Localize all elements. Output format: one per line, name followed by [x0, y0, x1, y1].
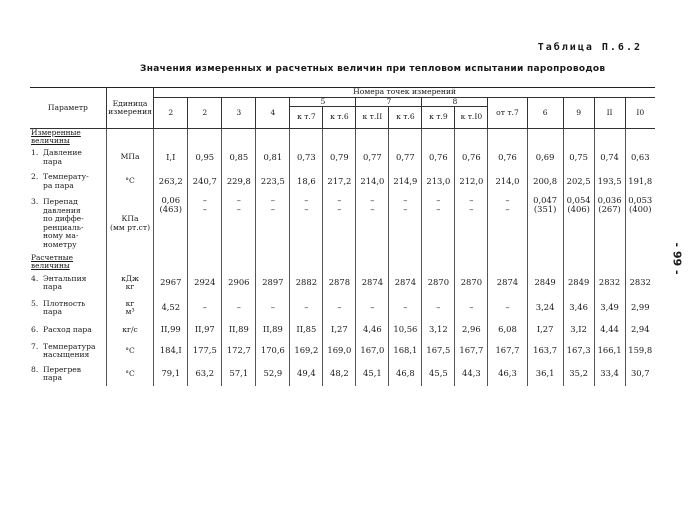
value-cell: 172,7	[222, 340, 256, 362]
value-cell: 167,3	[563, 340, 594, 362]
row-number: 7.	[31, 341, 39, 351]
value-line: –	[469, 194, 474, 205]
text-line: КПа	[121, 214, 139, 224]
empty-cell	[563, 254, 594, 271]
table-row	[30, 340, 655, 362]
text-line: МПа	[120, 152, 140, 162]
value-cell: 46,3	[488, 362, 527, 386]
table-row	[30, 320, 655, 340]
value-cell: 3,24	[527, 296, 563, 320]
text-line: (мм рт.ст)	[109, 222, 151, 232]
empty-cell	[594, 254, 625, 271]
table-row	[30, 170, 655, 194]
table-caption: Таблица П.6.2	[537, 42, 642, 53]
value-cell: 169,2	[290, 340, 323, 362]
empty-cell	[188, 129, 222, 146]
row-name	[43, 300, 85, 317]
text-line: пара	[43, 373, 62, 383]
value-line: 0,047	[533, 194, 558, 205]
row-parameter-name	[30, 320, 106, 340]
value-cell: 167,0	[356, 340, 389, 362]
value-line: (400)	[629, 203, 652, 214]
value-cell: 45,5	[422, 362, 455, 386]
header-sub-kt7: к т.7	[290, 107, 323, 129]
value-cell: I,I	[154, 146, 188, 170]
empty-cell	[422, 129, 455, 146]
value-cell: 79,1	[154, 362, 188, 386]
value-cell: 223,5	[256, 170, 290, 194]
header-sub-kt6b: к т.6	[389, 107, 422, 129]
value-cell: 2,96	[455, 320, 488, 340]
value-cell: 167,7	[488, 340, 527, 362]
table-row	[30, 296, 655, 320]
section-label: Измеренные величины	[30, 129, 106, 146]
value-cell: 6,08	[488, 320, 527, 340]
value-cell: 2906	[222, 270, 256, 296]
row-parameter-name	[30, 340, 106, 362]
value-line: (351)	[533, 203, 557, 214]
value-cell	[154, 194, 188, 254]
row-number: 6.	[31, 324, 39, 334]
text-line: Перепад	[43, 197, 78, 207]
value-line: 0,06	[161, 194, 181, 205]
value-cell: 0,76	[422, 146, 455, 170]
text-line: °С	[125, 368, 135, 378]
header-col-11: II	[594, 97, 625, 129]
value-cell: 214,0	[488, 170, 527, 194]
text-line: м³	[125, 307, 135, 317]
value-line: –	[436, 203, 441, 214]
value-cell: 0,77	[389, 146, 422, 170]
value-cell: –	[488, 296, 527, 320]
empty-cell	[625, 254, 655, 271]
text-line: Расход пара	[43, 324, 92, 334]
value-line: –	[370, 194, 375, 205]
value-cell: 159,8	[628, 345, 653, 356]
value-cell: 212,0	[455, 170, 488, 194]
value-cell: 2,94	[630, 324, 650, 335]
row-unit	[106, 320, 153, 340]
value-cell	[527, 194, 563, 254]
value-cell: II,89	[222, 320, 256, 340]
value-line: –	[236, 203, 241, 214]
header-col-3: 3	[222, 97, 256, 129]
row-name	[43, 173, 89, 190]
empty-cell	[527, 254, 563, 271]
value-cell: 2897	[256, 270, 290, 296]
value-cell: 0,77	[356, 146, 389, 170]
value-cell: 3,12	[422, 320, 455, 340]
empty-cell	[455, 129, 488, 146]
value-cell: 4,52	[154, 296, 188, 320]
value-cell: 240,7	[188, 170, 222, 194]
value-cell: –	[256, 296, 290, 320]
value-cell: 0,73	[290, 146, 323, 170]
value-line: 0,036	[597, 194, 622, 205]
value-cell: 177,5	[188, 340, 222, 362]
text-line: кг/с	[122, 324, 138, 334]
empty-cell	[256, 254, 290, 271]
header-col-2b: 2	[188, 97, 222, 129]
row-parameter-name	[30, 270, 106, 296]
row-unit	[106, 362, 153, 386]
value-line: –	[304, 203, 309, 214]
value-cell: 3,I2	[563, 320, 594, 340]
text-line: кг	[125, 298, 135, 308]
value-cell: 4,46	[356, 320, 389, 340]
header-col-2: 2	[154, 97, 188, 129]
text-line: ренциаль-	[43, 222, 84, 232]
value-cell: 191,8	[628, 175, 653, 186]
header-sub-kt11: к т.II	[356, 107, 389, 129]
table-body	[30, 129, 655, 387]
value-cell: 193,5	[594, 170, 625, 194]
value-cell	[563, 194, 594, 254]
row-unit	[106, 194, 153, 254]
empty-cell	[356, 254, 389, 271]
row-number: 2.	[31, 172, 39, 182]
row-parameter-name	[30, 146, 106, 170]
row-name	[43, 366, 81, 383]
empty-cell	[106, 254, 153, 271]
text-line: Энтальпия	[43, 273, 87, 283]
value-cell: 163,7	[527, 340, 563, 362]
empty-cell	[154, 129, 188, 146]
table-title: Значения измеренных и расчетных величин при тепловом испытании паропроводов	[140, 64, 606, 74]
text-line: Температура	[43, 341, 96, 351]
value-line: –	[403, 194, 408, 205]
text-line: пара	[43, 156, 62, 166]
row-name	[43, 149, 82, 166]
value-cell: 30,7	[630, 368, 650, 379]
row-unit	[106, 296, 153, 320]
empty-cell	[154, 254, 188, 271]
value-cell: 2878	[323, 270, 356, 296]
header-col-5: 5	[290, 97, 356, 107]
value-cell	[594, 194, 625, 254]
value-line: –	[270, 194, 275, 205]
section-measured	[30, 129, 655, 146]
value-cell: 170,6	[256, 340, 290, 362]
empty-cell	[222, 129, 256, 146]
value-cell: 2,99	[630, 302, 650, 313]
value-line: –	[505, 194, 510, 205]
value-cell: –	[356, 296, 389, 320]
value-line: 0,054	[566, 194, 591, 205]
empty-cell	[222, 254, 256, 271]
row-name	[43, 198, 84, 249]
text-line: °С	[125, 176, 135, 186]
row-number: 4.	[31, 273, 39, 283]
value-cell: 200,8	[527, 170, 563, 194]
value-line: –	[370, 203, 375, 214]
measurements-table	[30, 87, 655, 386]
row-unit	[106, 340, 153, 362]
value-cell: 49,4	[290, 362, 323, 386]
value-cell: II,85	[290, 320, 323, 340]
value-cell: 0,81	[256, 146, 290, 170]
value-cell	[389, 194, 422, 254]
value-cell: 18,6	[290, 170, 323, 194]
value-line: –	[304, 194, 309, 205]
value-line: –	[236, 194, 241, 205]
value-cell: 0,76	[488, 146, 527, 170]
empty-cell	[323, 129, 356, 146]
value-cell: 229,8	[222, 170, 256, 194]
value-cell: 2874	[356, 270, 389, 296]
value-cell: 2870	[422, 270, 455, 296]
value-cell: 2870	[455, 270, 488, 296]
value-line: (267)	[598, 203, 621, 214]
value-cell: 2874	[488, 270, 527, 296]
value-line: –	[337, 203, 342, 214]
empty-cell	[188, 254, 222, 271]
header-col-8: 8	[422, 97, 488, 107]
value-cell: –	[455, 296, 488, 320]
value-cell: 33,4	[594, 362, 625, 386]
value-cell: 3,46	[563, 296, 594, 320]
value-line: –	[436, 194, 441, 205]
value-cell	[455, 194, 488, 254]
value-cell: 44,3	[455, 362, 488, 386]
empty-cell	[594, 129, 625, 146]
value-cell	[488, 194, 527, 254]
header-col-7: 7	[356, 97, 422, 107]
value-cell: –	[290, 296, 323, 320]
text-line: Плотность	[43, 298, 86, 308]
value-cell: –	[422, 296, 455, 320]
value-cell: 2832	[594, 270, 625, 296]
value-cell: 0,79	[323, 146, 356, 170]
header-col-10: I0	[625, 97, 655, 129]
empty-cell	[422, 254, 455, 271]
value-cell: II,89	[256, 320, 290, 340]
value-cell: 45,1	[356, 362, 389, 386]
header-col-9: 9	[563, 97, 594, 129]
value-cell	[356, 194, 389, 254]
text-line: пара	[43, 282, 62, 292]
row-unit	[106, 270, 153, 296]
text-line: по диффе-	[43, 214, 84, 224]
value-cell: 2924	[188, 270, 222, 296]
text-line: Температу-	[43, 172, 89, 182]
row-number: 5.	[31, 298, 39, 308]
row-number: 3.	[31, 197, 39, 207]
empty-cell	[290, 254, 323, 271]
value-cell: I,27	[323, 320, 356, 340]
value-line: –	[505, 203, 510, 214]
value-cell	[422, 194, 455, 254]
value-cell: 202,5	[563, 170, 594, 194]
value-cell: I,27	[527, 320, 563, 340]
value-line: (406)	[567, 203, 590, 214]
value-cell: 46,8	[389, 362, 422, 386]
row-name	[43, 275, 86, 292]
row-number: 1.	[31, 148, 39, 158]
value-cell: 2849	[563, 270, 594, 296]
value-cell: 57,1	[222, 362, 256, 386]
header-points-group: Номера точек измерений	[154, 88, 655, 98]
value-cell: 10,56	[389, 320, 422, 340]
header-row-1	[30, 88, 655, 98]
empty-cell	[389, 129, 422, 146]
text-line: Перегрев	[43, 364, 82, 374]
value-cell: 0,95	[188, 146, 222, 170]
row-parameter-name	[30, 194, 106, 254]
value-cell: 263,2	[154, 170, 188, 194]
text-line: ному ма-	[43, 231, 79, 241]
value-line: –	[337, 194, 342, 205]
empty-cell	[290, 129, 323, 146]
value-cell: 2874	[389, 270, 422, 296]
value-cell: –	[222, 296, 256, 320]
empty-cell	[256, 129, 290, 146]
row-parameter-name	[30, 170, 106, 194]
header-col-6: 6	[527, 97, 563, 129]
text-line: насыщения	[43, 350, 90, 360]
value-cell: 2967	[154, 270, 188, 296]
value-cell: 36,1	[527, 362, 563, 386]
value-cell: 35,2	[563, 362, 594, 386]
header-sub-kt10: к т.I0	[455, 107, 488, 129]
empty-cell	[625, 129, 655, 146]
table-row	[30, 270, 655, 296]
table-row	[30, 362, 655, 386]
value-line: –	[403, 203, 408, 214]
value-cell: 213,0	[422, 170, 455, 194]
value-cell: 214,9	[389, 170, 422, 194]
text-line: ра пара	[43, 180, 74, 190]
value-cell: 3,49	[594, 296, 625, 320]
row-number: 8.	[31, 364, 39, 374]
table-row	[30, 194, 655, 254]
row-parameter-name	[30, 362, 106, 386]
value-cell: 2849	[527, 270, 563, 296]
empty-cell	[563, 129, 594, 146]
value-cell: 2832	[629, 277, 651, 288]
value-cell	[625, 194, 655, 254]
value-cell: II,99	[154, 320, 188, 340]
header-unit: Единица измерения	[106, 88, 153, 129]
text-line: °С	[125, 345, 135, 355]
header-param: Параметр	[30, 88, 106, 129]
empty-cell	[455, 254, 488, 271]
text-line: Давление	[43, 148, 82, 158]
value-cell: 166,1	[594, 340, 625, 362]
empty-cell	[527, 129, 563, 146]
value-cell	[290, 194, 323, 254]
value-cell: –	[323, 296, 356, 320]
header-sub-ot7: от т.7	[488, 97, 527, 129]
value-cell: 0,76	[455, 146, 488, 170]
empty-cell	[389, 254, 422, 271]
text-line: пара	[43, 307, 62, 317]
row-name	[43, 343, 95, 360]
value-cell	[256, 194, 290, 254]
page-number: - 99 -	[670, 242, 684, 275]
header-col-4: 4	[256, 97, 290, 129]
empty-cell	[488, 254, 527, 271]
row-parameter-name	[30, 296, 106, 320]
value-cell: 214,0	[356, 170, 389, 194]
empty-cell	[356, 129, 389, 146]
value-cell	[222, 194, 256, 254]
value-cell: 2882	[290, 270, 323, 296]
table-row	[30, 146, 655, 170]
text-line: нометру	[43, 239, 77, 249]
value-cell: 0,74	[594, 146, 625, 170]
value-cell: II,97	[188, 320, 222, 340]
value-cell: –	[389, 296, 422, 320]
value-cell: 63,2	[188, 362, 222, 386]
value-cell	[323, 194, 356, 254]
value-cell	[188, 194, 222, 254]
empty-cell	[488, 129, 527, 146]
value-line: –	[270, 203, 275, 214]
value-cell: 217,2	[323, 170, 356, 194]
value-cell: 0,69	[527, 146, 563, 170]
value-cell: 0,85	[222, 146, 256, 170]
row-unit	[106, 170, 153, 194]
row-unit	[106, 146, 153, 170]
value-cell: 167,5	[422, 340, 455, 362]
value-cell: –	[188, 296, 222, 320]
value-cell: 52,9	[256, 362, 290, 386]
row-name	[43, 326, 92, 335]
value-cell: 169,0	[323, 340, 356, 362]
text-line: кг	[125, 282, 135, 292]
header-sub-kt9: к т.9	[422, 107, 455, 129]
section-label: Расчетные величины	[30, 254, 106, 271]
value-line: –	[469, 203, 474, 214]
header-sub-kt6: к т.6	[323, 107, 356, 129]
value-line: (463)	[159, 203, 183, 214]
value-cell: 0,75	[563, 146, 594, 170]
value-line: 0,053	[628, 194, 653, 205]
text-line: давления	[43, 205, 81, 215]
empty-cell	[106, 129, 153, 146]
text-line: кДж	[121, 273, 139, 283]
value-cell: 184,I	[154, 340, 188, 362]
section-calculated	[30, 254, 655, 271]
value-cell: 168,1	[389, 340, 422, 362]
value-cell: 167,7	[455, 340, 488, 362]
value-line: –	[202, 194, 207, 205]
value-cell: 4,44	[594, 320, 625, 340]
empty-cell	[323, 254, 356, 271]
value-cell: 0,63	[630, 151, 650, 162]
value-cell: 48,2	[323, 362, 356, 386]
value-line: –	[202, 203, 207, 214]
